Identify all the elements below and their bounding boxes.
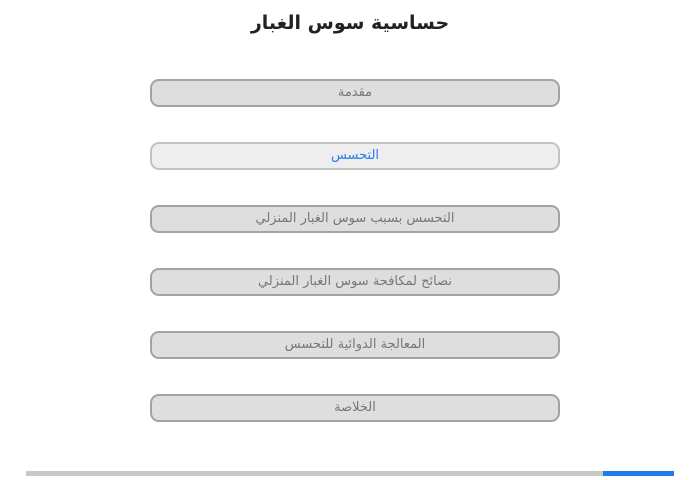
menu-item-dust-mite-allergy[interactable]: التحسس بسبب سوس الغبار المنزلي <box>150 205 560 233</box>
page-title: حساسية سوس الغبار <box>250 12 450 34</box>
menu-item-conclusion[interactable]: الخلاصة <box>150 394 560 422</box>
progress-bar-fill <box>603 471 674 476</box>
menu-item-introduction[interactable]: مقدمة <box>150 79 560 107</box>
menu-item-allergy[interactable]: التحسس <box>150 142 560 170</box>
progress-bar <box>26 471 674 476</box>
menu-item-dust-mite-control-tips[interactable]: نصائح لمكافحة سوس الغبار المنزلي <box>150 268 560 296</box>
menu-item-drug-treatment[interactable]: المعالجة الدوائية للتحسس <box>150 331 560 359</box>
